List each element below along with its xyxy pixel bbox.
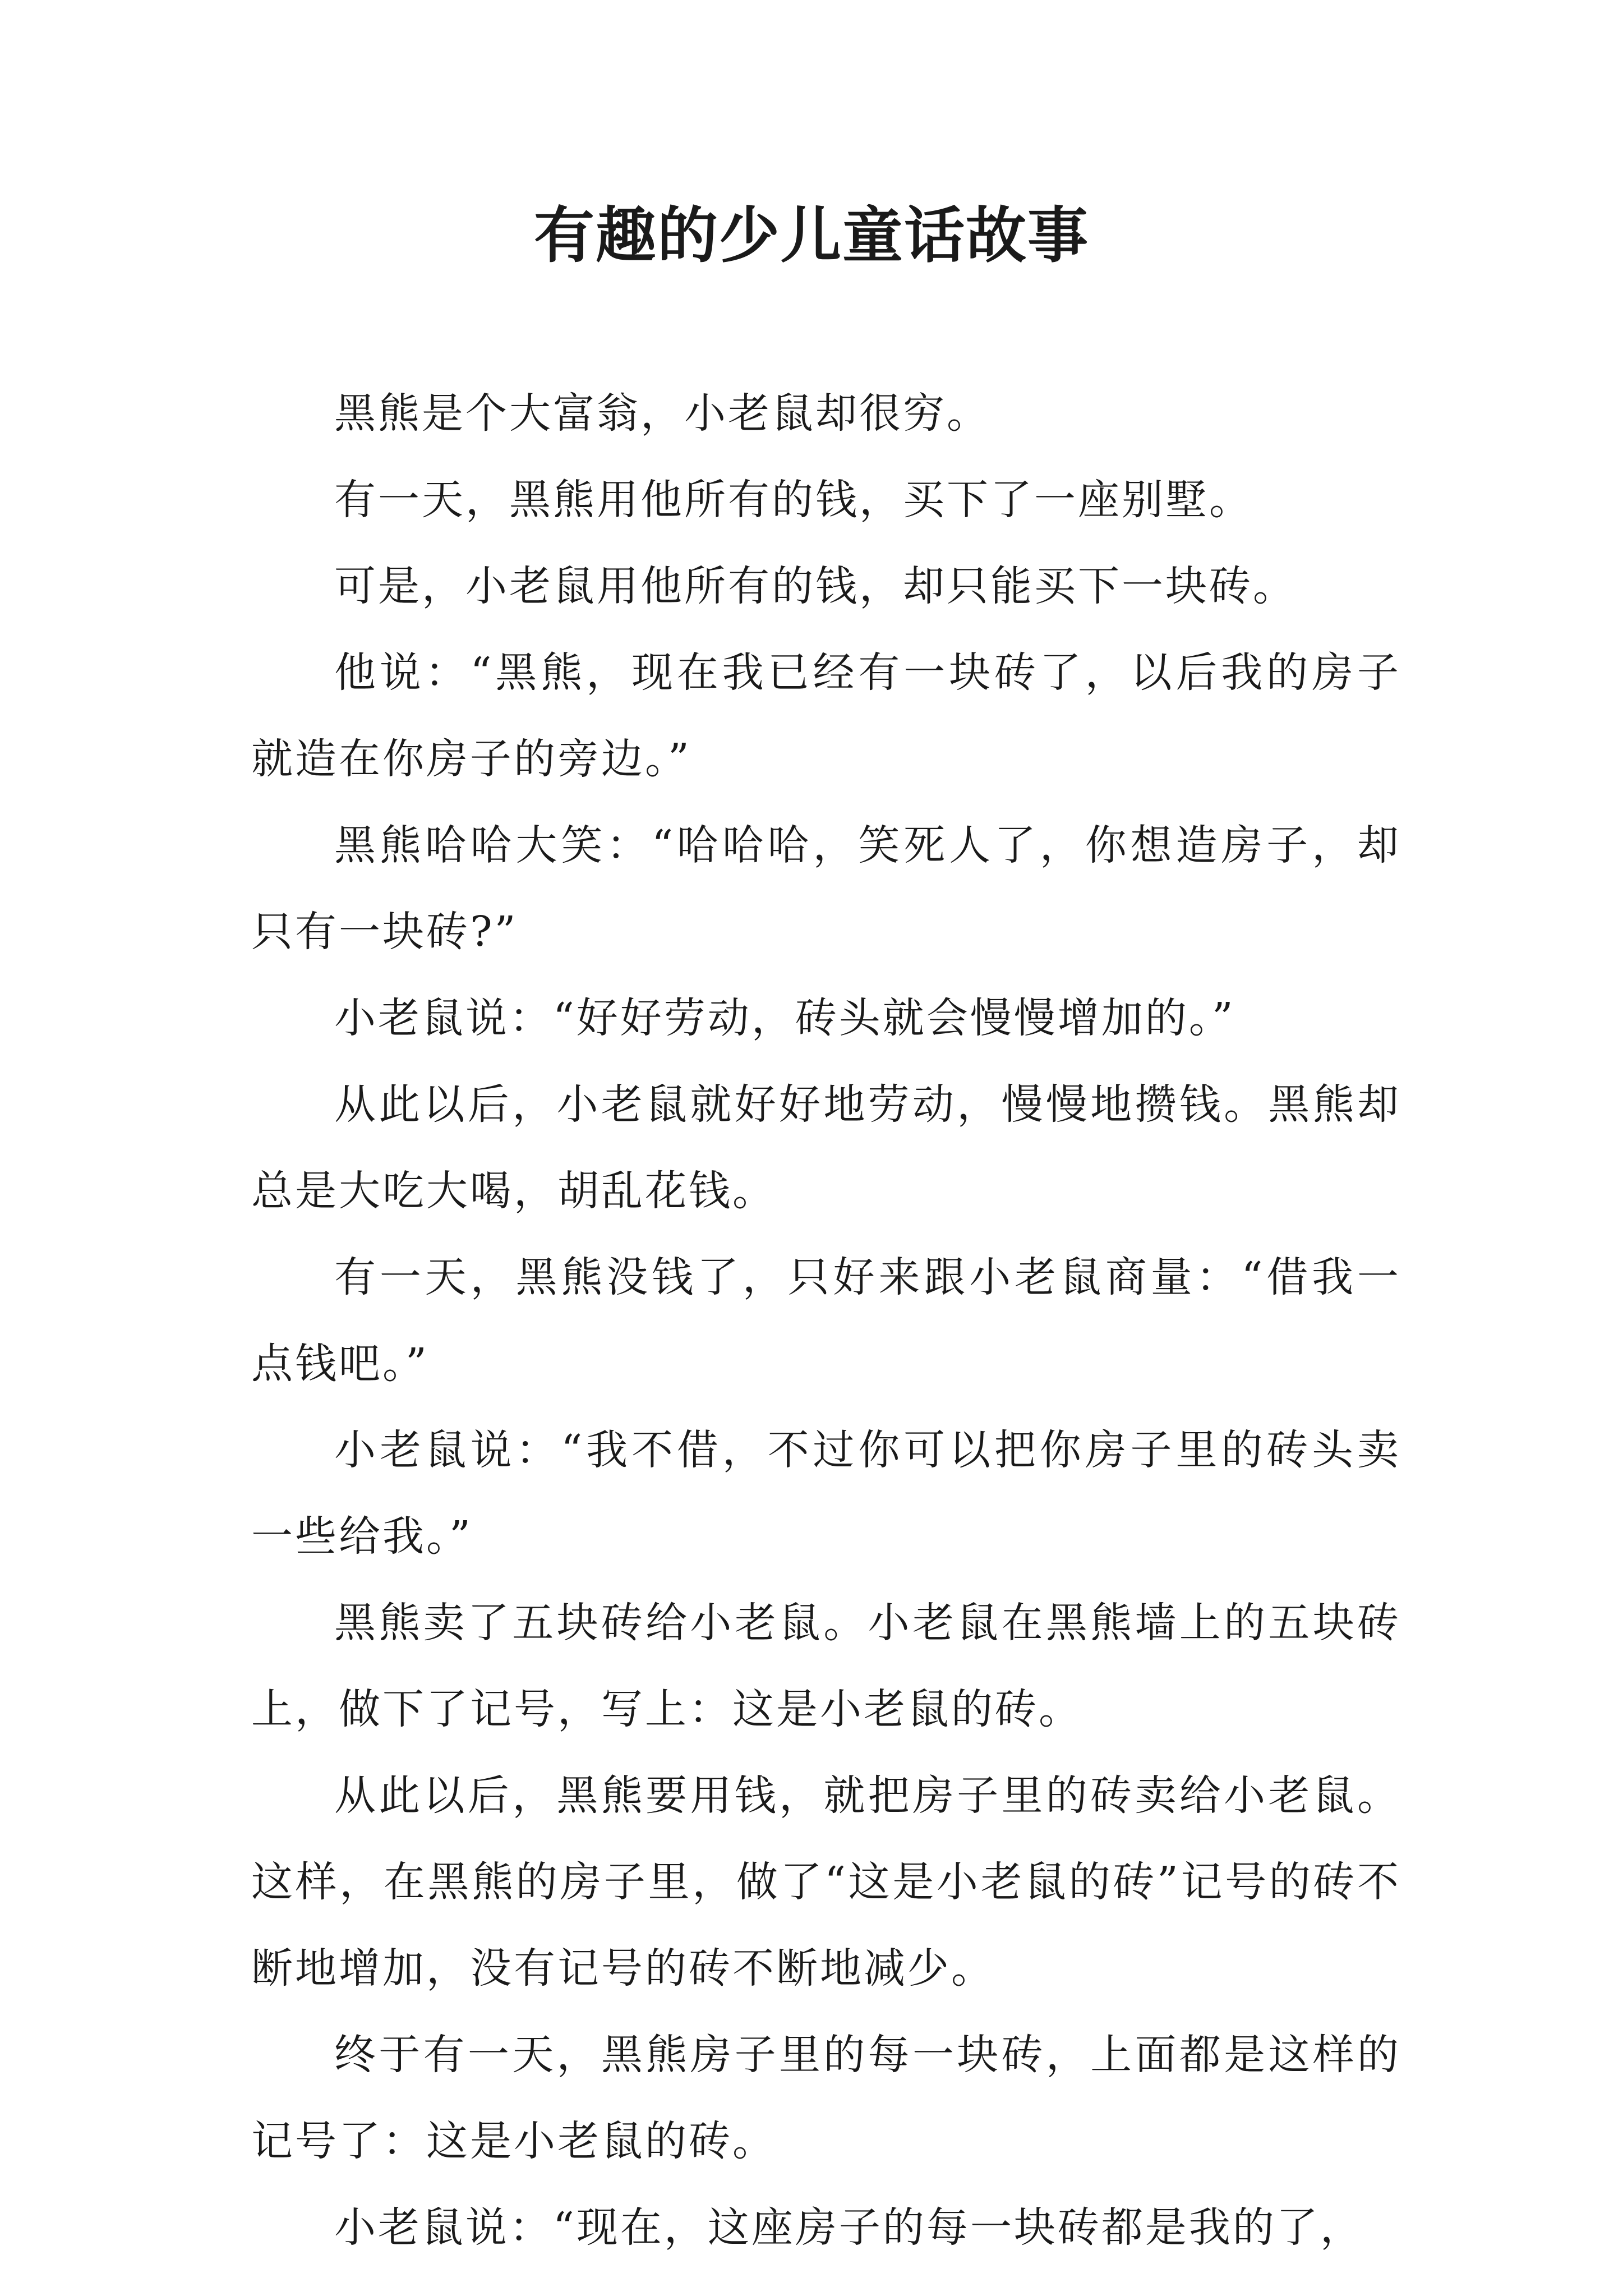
paragraph: 可是，小老鼠用他所有的钱，却只能买下一块砖。 (334, 562, 1297, 610)
paragraph: 黑熊卖了五块砖给小老鼠。小老鼠在黑熊墙上的五块砖上，做下了记号，写上：这是小老鼠的砖。 (251, 1599, 1401, 1733)
paragraph: 他说：“黑熊，现在我已经有一块砖了，以后我的房子就造在你房子的旁边。” (251, 648, 1401, 783)
paragraph: 从此以后，黑熊要用钱，就把房子里的砖卖给小老鼠。这样，在黑熊的房子里，做了“这是小老鼠的砖”记号的砖不断地增加，没有记号的砖不断地减少。 (251, 1772, 1401, 1993)
paragraph: 小老鼠说：“好好劳动，砖头就会慢慢增加的。” (334, 994, 1235, 1042)
paragraph: 小老鼠说：“现在，这座房子的每一块砖都是我的了， (334, 2203, 1364, 2252)
document-body (251, 370, 1401, 2271)
paragraph: 有一天，黑熊没钱了，只好来跟小老鼠商量：“借我一点钱吧。” (251, 1253, 1401, 1388)
paragraph: 黑熊是个大富翁，小老鼠却很穷。 (334, 389, 990, 438)
paragraph: 有一天，黑熊用他所有的钱，买下了一座别墅。 (334, 476, 1253, 524)
paragraph: 从此以后，小老鼠就好好地劳动，慢慢地攒钱。黑熊却总是大吃大喝，胡乱花钱。 (251, 1080, 1401, 1215)
paragraph: 小老鼠说：“我不借，不过你可以把你房子里的砖头卖一些给我。” (251, 1426, 1401, 1561)
paragraph: 黑熊哈哈大笑：“哈哈哈，笑死人了，你想造房子，却只有一块砖?” (251, 821, 1401, 956)
paragraph: 终于有一天，黑熊房子里的每一块砖，上面都是这样的记号了：这是小老鼠的砖。 (251, 2031, 1401, 2165)
document-title: 有趣的少儿童话故事 (533, 200, 1089, 271)
